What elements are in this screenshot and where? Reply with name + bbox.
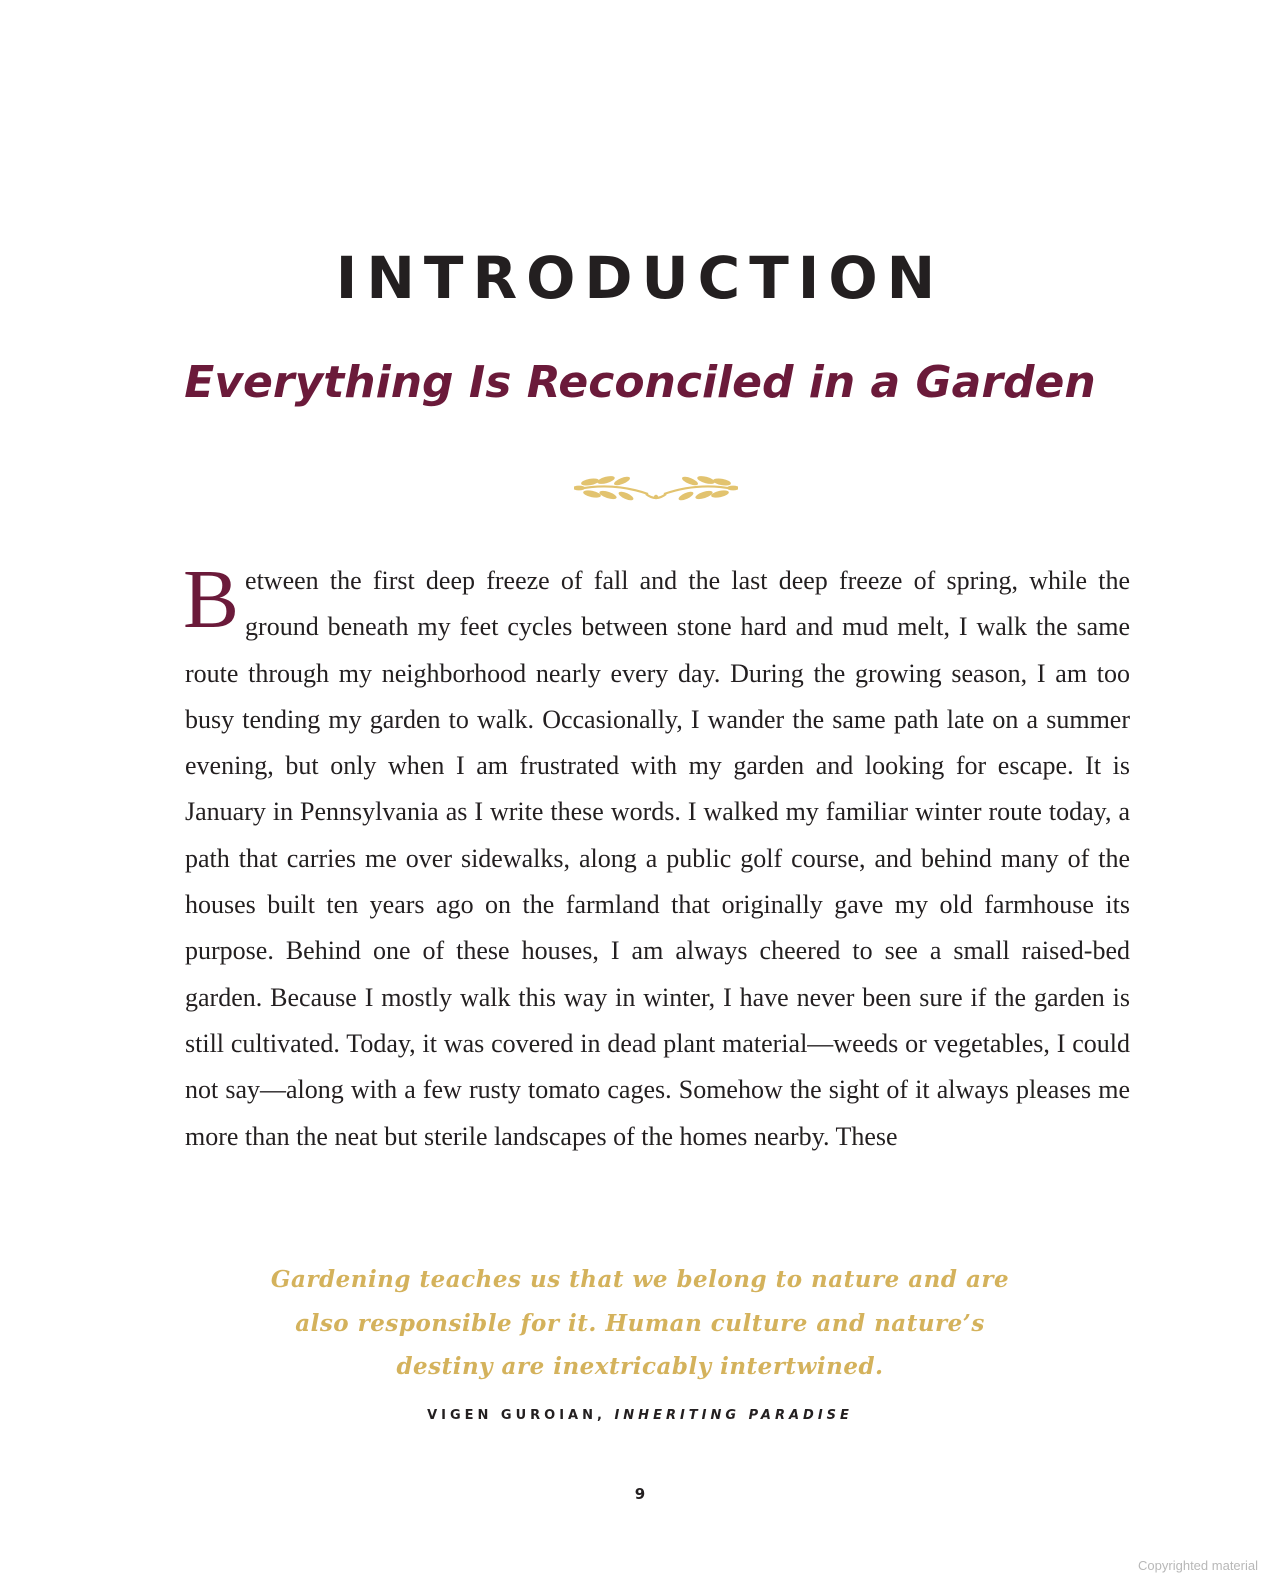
body-paragraph-text: etween the first deep freeze of fall and the last deep freeze of spring, while the ground beneath my feet cycles between stone hard and mud melt, I walk the same route through my neighborhood nearly every day. During the growing season, I am too busy tending my garden to walk. Occasionally, I wander the same path late on a summer evening, but only when I am frustrated with my garden and looking for escape. It is January in Pennsylvania as I write these words. I walked my familiar winter route today, a path that carries me over sidewalks, along a public golf course, and behind many of the houses built ten years ago on the farmland that originally gave my old farmhouse its purpose. Behind one of these houses, I am always cheered to see a small raised-bed garden. Because I mostly walk this way in winter, I have never been sure if the garden is still cultivated. Today, it was covered in dead plant material—weeds or vegetables, I could not say—along with a few rusty tomato cages. Somehow the sight of it always pleases me more than the neat but sterile landscapes of the homes nearby. These (185, 566, 1130, 1151)
chapter-title: INTRODUCTION (335, 244, 945, 312)
page-number: 9 (634, 1485, 646, 1503)
laurel-branch-icon (574, 472, 738, 506)
chapter-subtitle: Everything Is Reconciled in a Garden (184, 357, 1096, 408)
quote-author: VIGEN GUROIAN, (427, 1408, 606, 1423)
pull-quote: Gardening teaches us that we belong to nature and are also responsible for it. Human culture and nature’s destiny are inextricably intertwined. (270, 1266, 1010, 1380)
drop-cap: B (183, 553, 240, 646)
quote-attribution (0, 1408, 1280, 1423)
quote-source-title: INHERITING PARADISE (614, 1408, 853, 1423)
body-paragraph (183, 553, 1130, 1160)
copyright-notice: Copyrighted material (1138, 1558, 1258, 1573)
